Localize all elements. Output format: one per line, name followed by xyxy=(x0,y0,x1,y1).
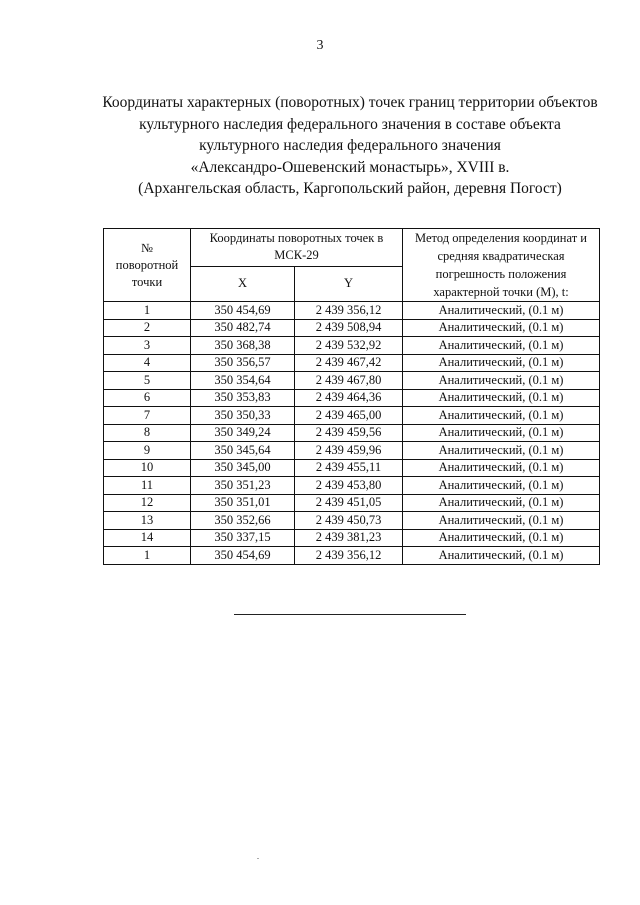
page-number: 3 xyxy=(316,38,324,53)
cell-point-no: 7 xyxy=(104,407,191,425)
scan-speck xyxy=(257,858,259,859)
cell-y: 2 439 459,96 xyxy=(295,442,403,460)
cell-method: Аналитический, (0.1 м) xyxy=(403,477,600,495)
table-row xyxy=(104,459,600,477)
cell-y: 2 439 465,00 xyxy=(295,407,403,425)
table-row xyxy=(104,389,600,407)
cell-x: 350 356,57 xyxy=(191,354,295,372)
cell-method: Аналитический, (0.1 м) xyxy=(403,389,600,407)
cell-x: 350 351,23 xyxy=(191,477,295,495)
cell-x: 350 482,74 xyxy=(191,319,295,337)
cell-point-no: 5 xyxy=(104,372,191,390)
cell-y: 2 439 453,80 xyxy=(295,477,403,495)
cell-point-no: 2 xyxy=(104,319,191,337)
header-coords-group: Координаты поворотных точек в МСК-29 xyxy=(191,229,403,267)
cell-point-no: 1 xyxy=(104,547,191,565)
cell-y: 2 439 381,23 xyxy=(295,529,403,547)
cell-method: Аналитический, (0.1 м) xyxy=(403,459,600,477)
cell-y: 2 439 508,94 xyxy=(295,319,403,337)
cell-method: Аналитический, (0.1 м) xyxy=(403,337,600,355)
table-row xyxy=(104,302,600,320)
coordinates-table xyxy=(103,228,600,565)
cell-y: 2 439 459,56 xyxy=(295,424,403,442)
cell-y: 2 439 451,05 xyxy=(295,494,403,512)
table-row xyxy=(104,372,600,390)
cell-x: 350 454,69 xyxy=(191,547,295,565)
table-row xyxy=(104,442,600,460)
cell-method: Аналитический, (0.1 м) xyxy=(403,494,600,512)
title-line: культурного наследия федерального значения xyxy=(199,137,501,154)
cell-point-no: 12 xyxy=(104,494,191,512)
table-row xyxy=(104,512,600,530)
cell-method: Аналитический, (0.1 м) xyxy=(403,354,600,372)
table-row xyxy=(104,529,600,547)
cell-method: Аналитический, (0.1 м) xyxy=(403,442,600,460)
title-line: культурного наследия федерального значения в составе объекта xyxy=(139,115,561,133)
header-x: X xyxy=(191,266,295,301)
header-y: Y xyxy=(295,266,403,301)
cell-point-no: 11 xyxy=(104,477,191,495)
cell-x: 350 454,69 xyxy=(191,302,295,320)
cell-point-no: 14 xyxy=(104,529,191,547)
cell-y: 2 439 356,12 xyxy=(295,547,403,565)
cell-point-no: 4 xyxy=(104,354,191,372)
document-title xyxy=(60,92,640,200)
header-method: Метод определения координат и средняя квадратическая погрешность положения характерной точки (М), t: xyxy=(403,229,600,302)
cell-point-no: 9 xyxy=(104,442,191,460)
cell-x: 350 352,66 xyxy=(191,512,295,530)
cell-x: 350 345,64 xyxy=(191,442,295,460)
cell-point-no: 8 xyxy=(104,424,191,442)
cell-method: Аналитический, (0.1 м) xyxy=(403,372,600,390)
cell-point-no: 3 xyxy=(104,337,191,355)
table-row xyxy=(104,354,600,372)
title-line: «Александро-Ошевенский монастырь», XVIII в. xyxy=(190,158,510,176)
cell-method: Аналитический, (0.1 м) xyxy=(403,302,600,320)
cell-x: 350 350,33 xyxy=(191,407,295,425)
cell-point-no: 10 xyxy=(104,459,191,477)
cell-y: 2 439 532,92 xyxy=(295,337,403,355)
cell-method: Аналитический, (0.1 м) xyxy=(403,407,600,425)
cell-x: 350 368,38 xyxy=(191,337,295,355)
table-row xyxy=(104,319,600,337)
cell-point-no: 6 xyxy=(104,389,191,407)
table-row xyxy=(104,477,600,495)
table-row xyxy=(104,337,600,355)
cell-x: 350 351,01 xyxy=(191,494,295,512)
cell-x: 350 345,00 xyxy=(191,459,295,477)
title-line: Координаты характерных (поворотных) точек границ территории объектов xyxy=(102,94,598,111)
table-row xyxy=(104,424,600,442)
cell-x: 350 354,64 xyxy=(191,372,295,390)
cell-x: 350 337,15 xyxy=(191,529,295,547)
cell-method: Аналитический, (0.1 м) xyxy=(403,424,600,442)
table-row xyxy=(104,547,600,565)
cell-y: 2 439 464,36 xyxy=(295,389,403,407)
cell-y: 2 439 467,42 xyxy=(295,354,403,372)
cell-method: Аналитический, (0.1 м) xyxy=(403,512,600,530)
cell-method: Аналитический, (0.1 м) xyxy=(403,529,600,547)
cell-y: 2 439 356,12 xyxy=(295,302,403,320)
cell-method: Аналитический, (0.1 м) xyxy=(403,319,600,337)
cell-x: 350 349,24 xyxy=(191,424,295,442)
cell-y: 2 439 455,11 xyxy=(295,459,403,477)
cell-method: Аналитический, (0.1 м) xyxy=(403,547,600,565)
table-row xyxy=(104,407,600,425)
cell-point-no: 1 xyxy=(104,302,191,320)
table-row xyxy=(104,494,600,512)
header-point-no: № поворотной точки xyxy=(104,229,191,302)
title-line: (Архангельская область, Каргопольский район, деревня Погост) xyxy=(138,180,562,197)
closing-rule xyxy=(234,614,466,615)
cell-point-no: 13 xyxy=(104,512,191,530)
cell-x: 350 353,83 xyxy=(191,389,295,407)
cell-y: 2 439 467,80 xyxy=(295,372,403,390)
cell-y: 2 439 450,73 xyxy=(295,512,403,530)
